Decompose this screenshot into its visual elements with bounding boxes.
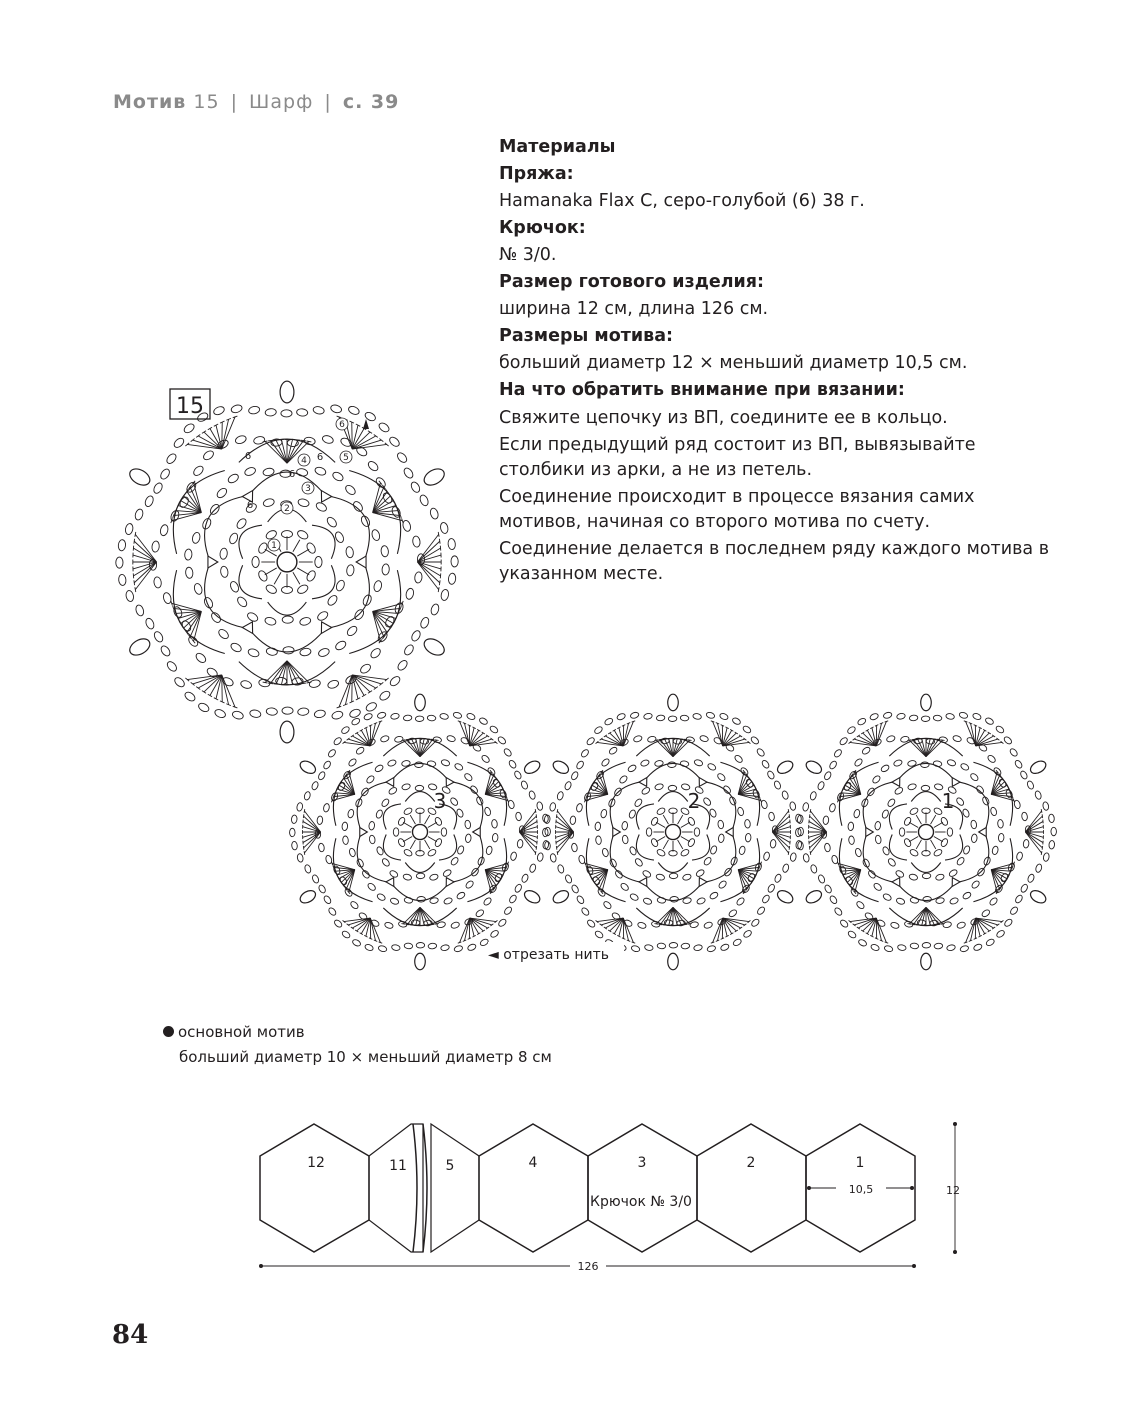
joined-motif-3-chart bbox=[290, 694, 551, 970]
hex-label: 5 bbox=[445, 1158, 455, 1174]
round-label: 6 bbox=[339, 420, 345, 430]
note-line-2: больший диаметр 10 × меньший диаметр 8 см bbox=[179, 1048, 552, 1066]
note-paragraph: Соединение происходит в процессе вязания самих мотивов, начиная со второго мотива по счету. bbox=[499, 487, 975, 532]
round-label: 1 bbox=[271, 541, 277, 551]
bullet-icon bbox=[163, 1026, 174, 1037]
materials-title: Материалы bbox=[499, 137, 616, 157]
length-dimension-label: 126 bbox=[577, 1260, 599, 1273]
header-project: Шарф bbox=[249, 91, 314, 113]
hex-label: 11 bbox=[389, 1158, 407, 1174]
motif-order-number: 3 bbox=[433, 789, 447, 813]
width-dimension-label: 10,5 bbox=[848, 1183, 874, 1196]
chain-label: 6 bbox=[288, 469, 296, 480]
page-number: 84 bbox=[112, 1320, 149, 1350]
hex-label: 4 bbox=[528, 1155, 538, 1171]
hook-value: № 3/0. bbox=[499, 245, 557, 265]
header-motif-number: 15 bbox=[193, 91, 220, 113]
motif-note bbox=[163, 1020, 552, 1070]
schematic-hexagon bbox=[260, 1124, 369, 1252]
size-label: Размер готового изделия: bbox=[499, 272, 765, 292]
schematic-hexagon bbox=[479, 1124, 588, 1252]
motif-number-box-label: 15 bbox=[176, 394, 204, 419]
schematic-hexagon bbox=[588, 1124, 697, 1252]
hook-size-label: Крючок № 3/0 bbox=[590, 1194, 692, 1210]
size-value: ширина 12 см, длина 126 см. bbox=[499, 299, 769, 319]
joined-motif-2-chart bbox=[543, 694, 804, 970]
height-dimension-label: 12 bbox=[946, 1184, 960, 1197]
round-label: 4 bbox=[301, 456, 307, 466]
motif-size-value: больший диаметр 12 × меньший диаметр 10,5 см. bbox=[499, 353, 968, 373]
hex-label: 3 bbox=[637, 1155, 647, 1171]
hex-label: 2 bbox=[746, 1155, 756, 1171]
note-paragraph: Свяжите цепочку из ВП, соедините ее в кольцо. bbox=[499, 408, 948, 428]
round-label: 2 bbox=[284, 504, 290, 514]
hex-label: 1 bbox=[855, 1155, 865, 1171]
joined-motif-1-chart bbox=[796, 694, 1057, 970]
cut-yarn-label: ◄ отрезать нить bbox=[488, 947, 609, 963]
motif-15-chart bbox=[116, 381, 458, 743]
motif-order-number: 1 bbox=[941, 789, 955, 813]
attention-label: На что обратить внимание при вязании: bbox=[499, 380, 905, 400]
note-line-1: основной мотив bbox=[178, 1023, 305, 1041]
chain-label: 6 bbox=[246, 500, 254, 511]
header-page-ref: с. 39 bbox=[342, 91, 400, 113]
schematic-hexagon bbox=[431, 1124, 479, 1252]
chain-label: 6 bbox=[316, 452, 324, 463]
note-paragraph: Если предыдущий ряд состоит из ВП, вывязывайте столбики из арки, а не из петель. bbox=[499, 435, 976, 480]
yarn-label: Пряжа: bbox=[499, 164, 574, 184]
hex-label: 12 bbox=[307, 1155, 325, 1171]
note-paragraph: Соединение делается в последнем ряду каждого мотива в указанном месте. bbox=[499, 539, 1050, 584]
chain-label: 6 bbox=[244, 451, 252, 462]
motif-order-number: 2 bbox=[687, 789, 701, 813]
hook-label: Крючок: bbox=[499, 218, 586, 238]
motif-size-label: Размеры мотива: bbox=[499, 326, 674, 346]
yarn-value: Hamanaka Flax C, серо-голубой (6) 38 г. bbox=[499, 191, 865, 211]
round-label: 5 bbox=[343, 453, 349, 463]
round-label: 3 bbox=[305, 484, 311, 494]
page-header: Мотив 15 | Шарф | с. 39 bbox=[113, 91, 400, 113]
header-motif: Мотив bbox=[113, 91, 187, 113]
schematic-hexagon bbox=[697, 1124, 806, 1252]
